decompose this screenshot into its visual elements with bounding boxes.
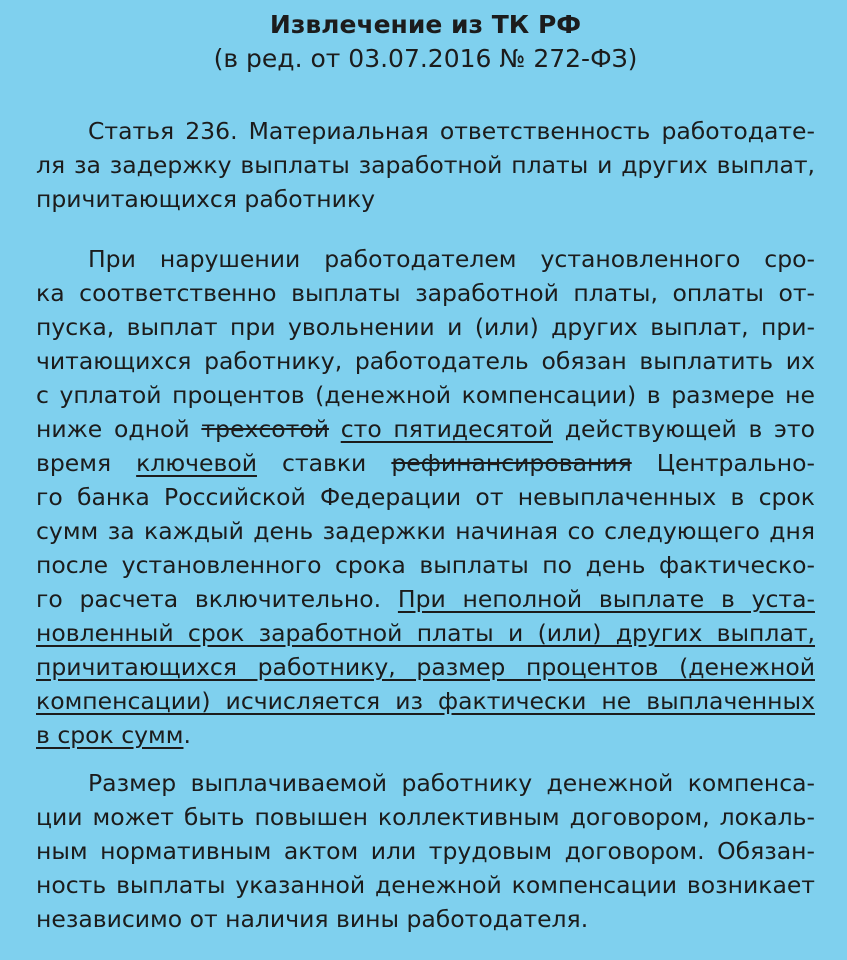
inserted-text: в срок сумм bbox=[36, 721, 184, 749]
paragraph-1 bbox=[36, 242, 815, 752]
paragraph-line: го банка Российской Федерации от невыплаченных в срок bbox=[36, 483, 815, 511]
paragraph-line bbox=[36, 718, 815, 752]
line-text: действующей в это bbox=[564, 415, 815, 443]
struck-text: рефинансирования bbox=[391, 449, 632, 477]
paragraph-line: ность выплаты указанной денежной компенсации возникает bbox=[36, 871, 815, 899]
heading-line: причитающихся работнику bbox=[36, 185, 376, 213]
struck-text: трехсотой bbox=[201, 415, 329, 443]
line-text: ставки bbox=[282, 449, 367, 477]
paragraph-line: сумм за каждый день задержки начиная со следующего дня bbox=[36, 517, 815, 545]
inserted-text: При неполной выплате в уста- bbox=[397, 585, 815, 613]
spacer bbox=[36, 216, 815, 242]
line-text: время bbox=[36, 449, 112, 477]
line-text: ниже одной bbox=[36, 415, 190, 443]
paragraph-line bbox=[36, 446, 815, 480]
paragraph-line: читающихся работнику, работодатель обязан выплатить их bbox=[36, 347, 815, 375]
paragraph-line bbox=[36, 412, 815, 446]
document-title: Извлечение из ТК РФ bbox=[269, 10, 582, 39]
line-text: го расчета включительно. bbox=[36, 585, 382, 613]
paragraph-line: ным нормативным актом или трудовым договором. Обязан- bbox=[36, 837, 815, 865]
inserted-line: причитающихся работнику, размер процентов (денежной bbox=[36, 653, 815, 681]
paragraph-line bbox=[36, 582, 815, 616]
inserted-line: компенсации) исчисляется из фактически не выплаченных bbox=[36, 687, 815, 715]
line-text: . bbox=[183, 721, 191, 749]
paragraph-line: пуска, выплат при увольнении и (или) других выплат, при- bbox=[36, 313, 815, 341]
document-subtitle: (в ред. от 03.07.2016 № 272-ФЗ) bbox=[213, 44, 638, 73]
heading-line: Статья 236. Материальная ответственность работодате- bbox=[88, 117, 815, 145]
spacer bbox=[36, 752, 815, 766]
paragraph-line: ка соответственно выплаты заработной платы, оплаты от- bbox=[36, 279, 815, 307]
paragraph-line: после установленного срока выплаты по день фактическо- bbox=[36, 551, 815, 579]
paragraph-line: При нарушении работодателем установленного сро- bbox=[88, 245, 815, 273]
paragraph-line: с уплатой процентов (денежной компенсации) в размере не bbox=[36, 381, 815, 409]
article-heading bbox=[36, 114, 815, 216]
paragraph-2 bbox=[36, 766, 815, 936]
heading-line: ля за задержку выплаты заработной платы и других выплат, bbox=[36, 151, 815, 179]
paragraph-line: независимо от наличия вины работодателя. bbox=[36, 905, 589, 933]
line-text: Центрально- bbox=[656, 449, 815, 477]
paragraph-line: ции может быть повышен коллективным договором, локаль- bbox=[36, 803, 815, 831]
inserted-line: новленный срок заработной платы и (или) других выплат, bbox=[36, 619, 815, 647]
inserted-text: сто пятидесятой bbox=[340, 415, 553, 443]
inserted-text: ключевой bbox=[136, 449, 257, 477]
paragraph-line: Размер выплачиваемой работнику денежной компенса- bbox=[88, 769, 815, 797]
